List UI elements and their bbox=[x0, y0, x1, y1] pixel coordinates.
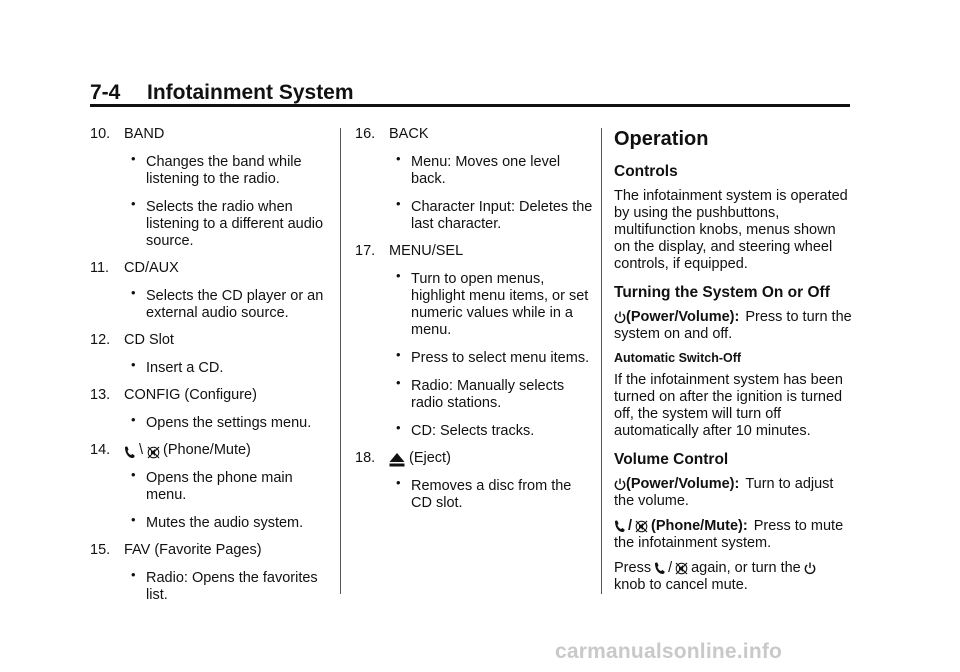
phone-icon bbox=[654, 562, 665, 575]
knob-text: knob to cancel mute. bbox=[614, 577, 748, 593]
power-label: (Power/Volume): bbox=[626, 309, 740, 325]
bullet: • Opens the phone main menu. bbox=[90, 470, 330, 504]
bullet: • Radio: Manually selects radio stations. bbox=[355, 378, 595, 412]
item-number: 12. bbox=[90, 332, 111, 348]
controls-text: The infotainment system is operated by using the pushbuttons, multifunction knobs, menus shown on the display, and steering wheel controls, if equipped. bbox=[614, 188, 848, 272]
item-number: 18. bbox=[355, 450, 376, 466]
mute-icon bbox=[635, 520, 648, 533]
mute-icon bbox=[147, 446, 160, 459]
section-title: Infotainment System bbox=[147, 81, 354, 104]
again-text: again, or turn the bbox=[691, 560, 801, 576]
item-label: BAND bbox=[124, 126, 165, 142]
bullet: • Turn to open menus, highlight menu items, or set numeric values while in a menu. bbox=[355, 271, 595, 339]
column-1 bbox=[90, 126, 330, 614]
column-divider-left bbox=[340, 128, 341, 594]
column-3 bbox=[614, 126, 854, 602]
power-label: (Power/Volume): bbox=[626, 476, 740, 492]
item-label: MENU/SEL bbox=[389, 243, 464, 259]
mute-text: Press to mute the infotainment system. bbox=[614, 518, 844, 551]
item-label: CD/AUX bbox=[124, 260, 179, 276]
press-text: Press bbox=[614, 560, 652, 576]
operation-heading: Operation bbox=[614, 128, 709, 150]
column-2 bbox=[355, 126, 595, 522]
phone-icon bbox=[124, 446, 135, 459]
separator: / bbox=[668, 560, 673, 576]
item-number: 14. bbox=[90, 442, 111, 458]
phone-icon bbox=[614, 520, 625, 533]
power-press-paragraph bbox=[614, 309, 854, 343]
bullet: • Character Input: Deletes the last character. bbox=[355, 199, 595, 233]
list-item-menu-sel bbox=[355, 243, 595, 440]
item-label: BACK bbox=[389, 126, 429, 142]
bullet: • Selects the radio when listening to a different audio source. bbox=[90, 199, 330, 250]
item-label: (Eject) bbox=[409, 450, 451, 466]
power-icon bbox=[614, 478, 626, 491]
mute-label: (Phone/Mute): bbox=[651, 518, 748, 534]
volume-power-paragraph bbox=[614, 476, 854, 510]
bullet: • Mutes the audio system. bbox=[90, 515, 330, 532]
item-number: 10. bbox=[90, 126, 111, 142]
auto-switch-off-heading: Automatic Switch-Off bbox=[614, 351, 742, 365]
list-item-fav bbox=[90, 542, 330, 604]
bullet: • Insert a CD. bbox=[90, 360, 330, 377]
list-item-cd-slot bbox=[90, 332, 330, 377]
bullet: • Menu: Moves one level back. bbox=[355, 154, 595, 188]
eject-icon bbox=[389, 453, 405, 467]
mute-paragraph bbox=[614, 518, 854, 552]
item-label: (Phone/Mute) bbox=[163, 442, 251, 458]
item-label: FAV (Favorite Pages) bbox=[124, 542, 262, 558]
separator: \ bbox=[139, 442, 144, 458]
list-item-band bbox=[90, 126, 330, 250]
item-number: 15. bbox=[90, 542, 111, 558]
item-number: 11. bbox=[90, 260, 110, 276]
bullet: • Selects the CD player or an external audio source. bbox=[90, 288, 330, 322]
item-number: 13. bbox=[90, 387, 111, 403]
list-item-config bbox=[90, 387, 330, 432]
page-number: 7-4 bbox=[90, 81, 121, 104]
power-icon bbox=[804, 562, 816, 575]
controls-heading: Controls bbox=[614, 163, 678, 180]
bullet: • Press to select menu items. bbox=[355, 350, 595, 367]
separator: / bbox=[628, 518, 633, 534]
item-number: 16. bbox=[355, 126, 376, 142]
turning-on-off-heading: Turning the System On or Off bbox=[614, 284, 830, 301]
volume-control-heading: Volume Control bbox=[614, 451, 729, 468]
bullet: • Radio: Opens the favorites list. bbox=[90, 570, 330, 604]
bullet: • CD: Selects tracks. bbox=[355, 423, 595, 440]
power-text: Press to turn the system on and off. bbox=[614, 309, 852, 342]
bullet: • Opens the settings menu. bbox=[90, 415, 330, 432]
power-icon bbox=[614, 311, 626, 324]
column-divider-right bbox=[601, 128, 602, 594]
power-volume-text: Turn to adjust the volume. bbox=[614, 476, 834, 509]
auto-switch-off-text: If the infotainment system has been turned on after the ignition is turned off, the system will turn off automatically after 10 minutes. bbox=[614, 372, 843, 439]
item-label: CONFIG (Configure) bbox=[124, 387, 257, 403]
item-label: CD Slot bbox=[124, 332, 174, 348]
bullet: • Changes the band while listening to the radio. bbox=[90, 154, 330, 188]
mute-icon bbox=[675, 562, 688, 575]
bullet: • Removes a disc from the CD slot. bbox=[355, 478, 595, 512]
list-item-cd-aux bbox=[90, 260, 330, 322]
list-item-back bbox=[355, 126, 595, 233]
list-item-eject bbox=[355, 450, 595, 512]
header-rule bbox=[90, 104, 850, 107]
cancel-mute-paragraph bbox=[614, 560, 854, 594]
list-item-phone-mute bbox=[90, 442, 330, 532]
item-number: 17. bbox=[355, 243, 376, 259]
watermark: carmanualsonline.info bbox=[555, 640, 783, 663]
